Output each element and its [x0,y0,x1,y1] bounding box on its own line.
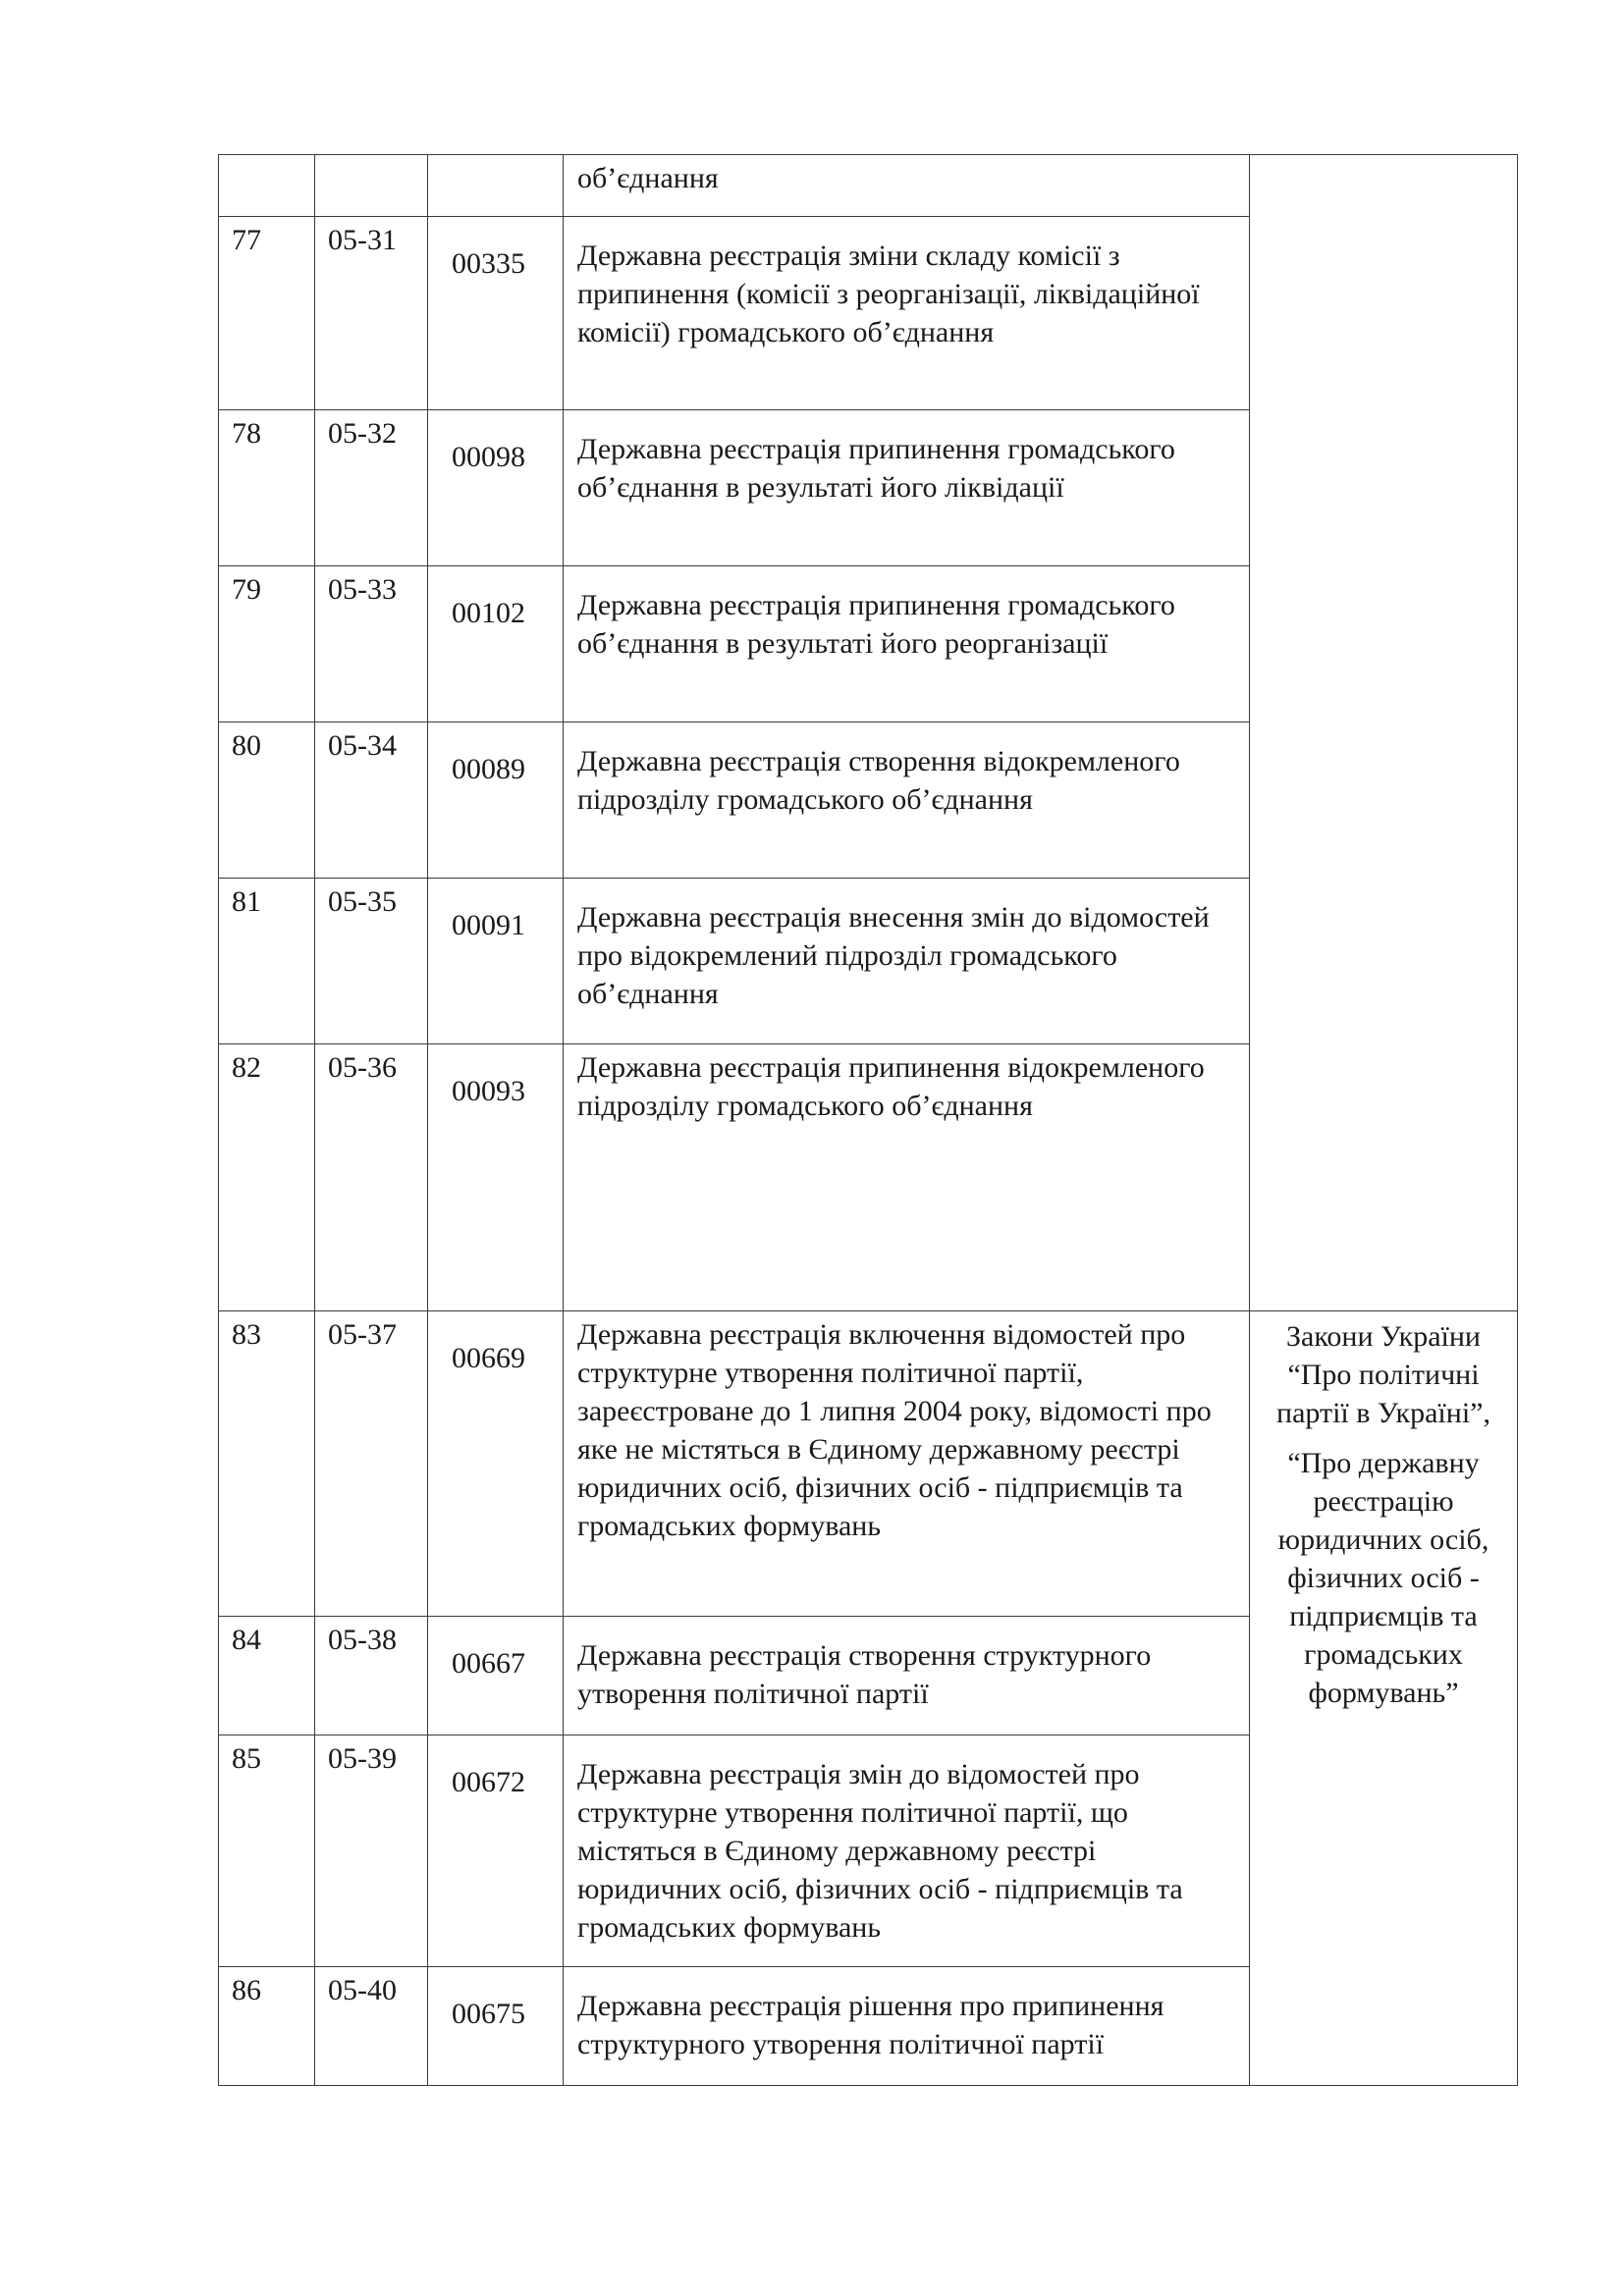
row-number-cell: 80 [219,722,315,879]
service-description-cell: Державна реєстрація змін до відомостей про структурне утворення політичної партії, що містяться в Єдиному державному реєстрі юридичних осіб, фізичних осіб - підприємців та громадських формувань [564,1735,1250,1967]
services-table [218,154,1518,2086]
service-id-cell: 00091 [428,879,564,1044]
service-description-cell: Державна реєстрація припинення громадського об’єднання в результаті його реорганізації [564,566,1250,722]
legal-basis-cell [1250,1311,1518,2086]
legal-basis-law-1: Закони України “Про політичні партії в Україні”, [1276,1320,1490,1429]
row-number-cell: 79 [219,566,315,722]
service-id-cell: 00669 [428,1311,564,1617]
service-code-cell [315,155,428,217]
service-code-cell: 05-37 [315,1311,428,1617]
services-table-body [219,155,1518,2086]
service-description-cell: Державна реєстрація рішення про припинення структурного утворення політичної партії [564,1967,1250,2086]
service-id-cell: 00102 [428,566,564,722]
service-description-cell: об’єднання [564,155,1250,217]
table-row [219,1311,1518,1617]
service-id-cell: 00675 [428,1967,564,2086]
service-id-cell: 00672 [428,1735,564,1967]
service-description-cell: Державна реєстрація створення відокремленого підрозділу громадського об’єднання [564,722,1250,879]
service-description-cell: Державна реєстрація внесення змін до відомостей про відокремлений підрозділ громадського об’єднання [564,879,1250,1044]
service-description-cell: Державна реєстрація включення відомостей про структурне утворення політичної партії, зареєстроване до 1 липня 2004 року, відомості про яке не містяться в Єдиному державному реєстрі юридичних осіб, фізичних осіб - підприємців та громадських формувань [564,1311,1250,1617]
row-number-cell: 86 [219,1967,315,2086]
service-code-cell: 05-35 [315,879,428,1044]
service-code-cell: 05-34 [315,722,428,879]
service-id-cell: 00335 [428,217,564,410]
service-id-cell: 00093 [428,1044,564,1311]
row-number-cell: 78 [219,410,315,566]
service-id-cell: 00667 [428,1617,564,1735]
table-row [219,155,1518,217]
row-number-cell: 81 [219,879,315,1044]
service-id-cell: 00098 [428,410,564,566]
service-description-cell: Державна реєстрація створення структурного утворення політичної партії [564,1617,1250,1735]
legal-basis-cell-empty [1250,155,1518,1311]
service-code-cell: 05-33 [315,566,428,722]
row-number-cell [219,155,315,217]
row-number-cell: 85 [219,1735,315,1967]
service-code-cell: 05-39 [315,1735,428,1967]
row-number-cell: 77 [219,217,315,410]
service-id-cell [428,155,564,217]
row-number-cell: 83 [219,1311,315,1617]
row-number-cell: 84 [219,1617,315,1735]
legal-basis-law-2: “Про державну реєстрацію юридичних осіб, фізичних осіб - підприємців та громадських формувань” [1277,1447,1489,1709]
service-code-cell: 05-32 [315,410,428,566]
service-description-cell: Державна реєстрація припинення громадського об’єднання в результаті його ліквідації [564,410,1250,566]
service-code-cell: 05-38 [315,1617,428,1735]
service-code-cell: 05-40 [315,1967,428,2086]
service-description-cell: Державна реєстрація припинення відокремленого підрозділу громадського об’єднання [564,1044,1250,1311]
service-description-cell: Державна реєстрація зміни складу комісії з припинення (комісії з реорганізації, ліквідаційної комісії) громадського об’єднання [564,217,1250,410]
row-number-cell: 82 [219,1044,315,1311]
service-code-cell: 05-36 [315,1044,428,1311]
service-id-cell: 00089 [428,722,564,879]
service-code-cell: 05-31 [315,217,428,410]
